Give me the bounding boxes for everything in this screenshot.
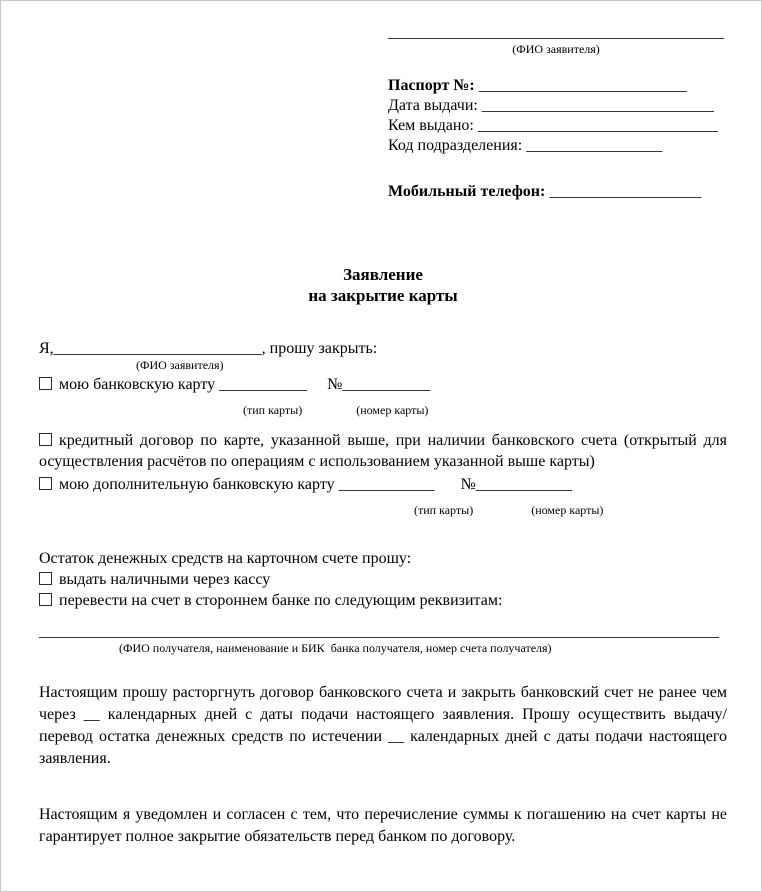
option-cash-label: выдать наличными через кассу <box>59 571 271 588</box>
intro-prefix: Я, <box>39 340 54 357</box>
mobile-phone-blank[interactable]: ___________________ <box>549 183 702 200</box>
passport-number-label: Паспорт №: <box>388 77 475 94</box>
transfer-checkbox[interactable] <box>39 593 52 606</box>
issued-by-blank[interactable]: ______________________________ <box>477 117 718 134</box>
option-bank-card-label: мою банковскую карту <box>59 376 220 393</box>
passport-number-row <box>388 76 727 96</box>
repayment-notice-paragraph: Настоящим я уведомлен и согласен с тем, что перечисление суммы к погашению на счет карты не гарантирует полное закрытие обязательств перед банком по договору. <box>39 806 727 845</box>
option-credit-agreement-label: кредитный договор по карте, указанной выше, при наличии банковского счета (открытый для осуществления расчётов по операциям с использованием указанной выше карты) <box>39 432 727 470</box>
applicant-header-block <box>388 23 727 202</box>
option1-captions-row <box>243 399 727 420</box>
balance-section-heading: Остаток денежных средств на карточном счете прошу: <box>39 550 412 567</box>
additional-card-number-blank[interactable]: №____________ <box>460 476 572 493</box>
option-additional-card-label: мою дополнительную банковскую карту <box>59 476 339 493</box>
requisites-caption: (ФИО получателя, наименование и БИК банка получателя, номер счета получателя) <box>119 641 552 655</box>
passport-fields-block <box>388 76 727 156</box>
account-closure-terms-paragraph: Настоящим прошу расторгнуть договор банковского счета и закрыть банковский счет не ранее чем через __ календарных дней с даты подачи настоящего заявления. Прошу осуществить выдачу/перевод остатка денежных средств по истечении __ календарных дней с даты подачи настоящего заявления. <box>39 684 727 767</box>
requisites-blank-line[interactable]: _____________________________________________________________________________________ <box>39 623 719 640</box>
option-cash-row <box>39 569 727 590</box>
additional-card-checkbox[interactable] <box>39 477 52 490</box>
mobile-phone-label: Мобильный телефон: <box>388 183 546 200</box>
applicant-fio-caption: (ФИО заявителя) <box>512 42 600 56</box>
issued-by-label: Кем выдано: <box>388 117 474 134</box>
issue-date-label: Дата выдачи: <box>388 97 478 114</box>
intro-line <box>39 338 727 359</box>
card-type-caption: (тип карты) <box>243 403 303 417</box>
card-number-caption: (номер карты) <box>356 403 429 417</box>
option-additional-card-row <box>39 474 727 495</box>
division-code-label: Код подразделения: <box>388 137 523 154</box>
card-number-caption: (номер карты) <box>531 503 604 517</box>
option-bank-card-row <box>39 374 727 395</box>
division-code-blank[interactable]: _________________ <box>526 137 663 154</box>
bank-card-checkbox[interactable] <box>39 377 52 390</box>
intro-fio-caption: (ФИО заявителя) <box>136 358 224 372</box>
document-title-line2: на закрытие карты <box>308 286 458 305</box>
mobile-phone-row <box>388 182 727 202</box>
card-type-caption: (тип карты) <box>414 503 474 517</box>
issue-date-blank[interactable]: _____________________________ <box>481 97 714 114</box>
credit-agreement-checkbox[interactable] <box>39 433 52 446</box>
intro-suffix: , прошу закрыть: <box>261 340 378 357</box>
option3-captions-row <box>414 499 727 520</box>
document-title-line1: Заявление <box>343 265 423 284</box>
division-code-row <box>388 136 727 156</box>
bank-card-type-blank[interactable]: ___________ <box>219 376 308 393</box>
additional-card-type-blank[interactable]: ____________ <box>338 476 435 493</box>
cash-withdrawal-checkbox[interactable] <box>39 572 52 585</box>
intro-fio-blank[interactable]: __________________________ <box>53 340 262 357</box>
option-transfer-label: перевести на счет в стороннем банке по следующим реквизитам: <box>59 592 503 609</box>
option-credit-agreement-row <box>39 430 727 472</box>
document-title <box>39 264 727 306</box>
bank-card-number-blank[interactable]: №___________ <box>327 376 431 393</box>
issue-date-row <box>388 96 727 116</box>
passport-number-blank[interactable]: __________________________ <box>478 77 687 94</box>
issued-by-row <box>388 116 727 136</box>
applicant-fio-blank[interactable]: __________________________________________ <box>388 24 724 41</box>
option-transfer-row <box>39 590 727 611</box>
